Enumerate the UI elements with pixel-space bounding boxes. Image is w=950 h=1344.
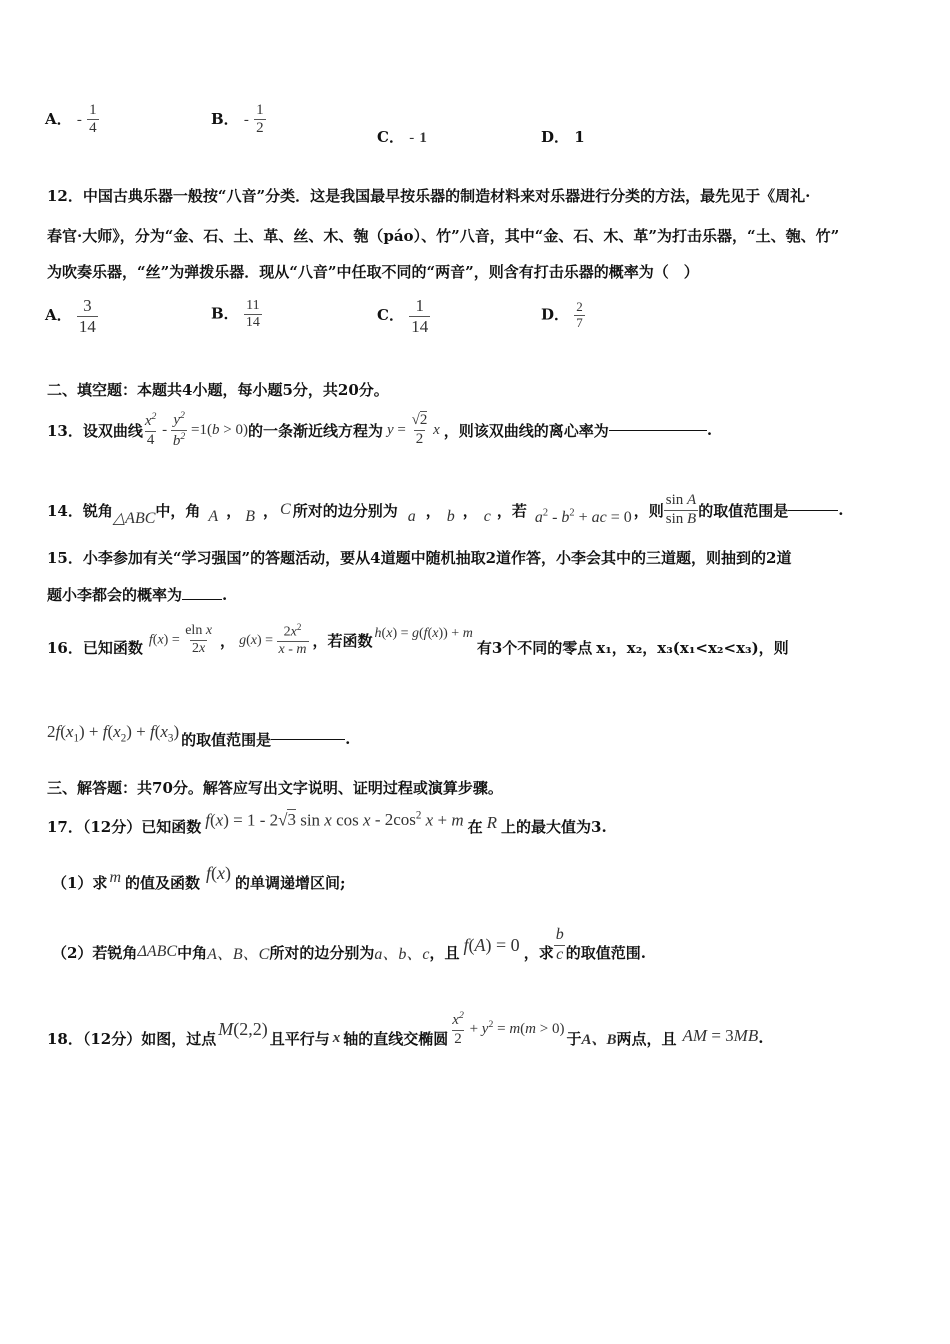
fa-equation: f(A) = 0 (463, 934, 520, 955)
points-ab: A、B (581, 1031, 617, 1048)
q12-line-1: 12．中国古典乐器一般按“八音”分类．这是我国最早按乐器的制造材料来对乐器进行分类的方法，最先见于《周礼· (47, 187, 811, 205)
q13 (47, 406, 712, 454)
q16-prefix: 16．已知函数 (47, 638, 143, 657)
q17-part-2 (52, 920, 646, 970)
q16-text: 的取值范围是 (181, 730, 272, 749)
q16-line-2 (47, 718, 350, 748)
fraction: $\frac{x^2}{4}$ (144, 411, 157, 448)
q14-end: . (838, 501, 844, 519)
q15-text: 题小李都会的概率为 (47, 586, 183, 604)
q16-end: . (345, 730, 351, 748)
answer-blank[interactable] (788, 510, 838, 511)
q15-end: . (222, 586, 228, 604)
q18-text: 轴的直线交椭圆 (343, 1029, 449, 1048)
fraction (87, 102, 99, 138)
q18-end: . (758, 1029, 764, 1047)
q17-part2-text: ，且 (429, 943, 460, 962)
q13-end: . (706, 421, 713, 439)
fraction (254, 102, 266, 138)
sides-abc: a、b、c (374, 945, 430, 963)
q17-text: 上的最大值为3. (501, 817, 607, 836)
angle-c: C (280, 501, 291, 518)
denominator: 4 (89, 120, 97, 137)
triangle-abc: △ABC (112, 510, 156, 527)
denominator: 14 (78, 316, 96, 336)
fraction (574, 300, 585, 331)
q17-prefix: 17．（12分）已知函数 (47, 817, 202, 836)
q17-part2-text: 所对的边分别为 (269, 943, 375, 962)
q12-option-c (377, 296, 430, 336)
q17-part1-text: 的值及函数 (125, 873, 201, 892)
point-m: M(2,2) (218, 1018, 268, 1039)
function-f-trig: f(x) = 1 - 2√3 sin x cos x - $2\cos^2$ x + m (205, 809, 464, 830)
minus-sign: - (76, 111, 82, 128)
x-axis-label: x (332, 1029, 341, 1046)
denominator: 14 (245, 315, 260, 331)
q11-option-a (45, 102, 99, 138)
function-f: f(x) = $\frac{\text{eln x}}{2x}$ (148, 623, 213, 656)
angle-b: B (245, 508, 255, 525)
q15-line-2 (47, 584, 227, 605)
answer-blank[interactable] (271, 739, 345, 740)
numerator: 11 (246, 298, 260, 313)
q14: 14．锐角 △ABC 中，角 A ， B ， C 所对的边分别为 a ， b ， c ，若 $a^2 - b^2$ + ac = 0 ，则 $\frac{\text{sin A}}{\text{sin B}}$ 的取值范围是 . (47, 492, 844, 527)
asymptote-equation: y = $\frac{√2}{2}$ x (387, 412, 440, 447)
q17-part1-text: （1）求 (52, 873, 108, 892)
hyperbola-equation: $\frac{x^2}{4}$ - $\frac{y^2}{b^2}$ =1(b > 0) (144, 410, 248, 449)
fraction (244, 298, 262, 331)
function-fx: f(x) (206, 862, 232, 883)
vector-equation: AM = 3MB (682, 1026, 759, 1045)
denominator: 2 (256, 120, 264, 137)
option-label: D． (541, 128, 570, 146)
function-g: g(x) = $\frac{2x^2}{x - m}$ (239, 622, 307, 657)
q12-line-2: 春官·大师》，分为“金、石、土、革、丝、木、匏（páo）、竹”八音，其中“金、石、木、革”为打击乐器，“土、匏、竹” (47, 227, 840, 245)
side-c: c (483, 508, 491, 525)
denominator: 7 (576, 314, 583, 330)
q16-text: ，若函数 (312, 631, 373, 650)
numerator: 1 (256, 102, 264, 118)
q18-text: 两点，且 (616, 1029, 677, 1048)
q17-part-1 (52, 858, 346, 894)
fraction (409, 296, 430, 336)
side-equation: $a^2 - b^2$ + ac = 0 (534, 507, 632, 526)
section-3-title: 三、解答题：共70分。解答应写出文字说明、证明过程或演算步骤。 (47, 779, 503, 797)
set-r: R (486, 813, 497, 832)
option-label: B． (211, 109, 239, 128)
q17-part2-text: （2）若锐角 (52, 943, 138, 962)
q17-part1-text: 的单调递增区间; (235, 873, 346, 892)
option-label: C． (377, 128, 404, 146)
q12-option-b (211, 298, 262, 331)
q11-option-c (377, 126, 427, 147)
triangle-abc: ΔABC (137, 943, 178, 960)
q12-line-3: 为吹奏乐器，“丝”为弹拨乐器．现从“八音”中任取不同的“两音”，则含有打击乐器的概率为（ ） (47, 263, 699, 281)
q16-zeros: x₁，x₂，x₃(x₁<x₂<x₃)，则 (596, 638, 789, 657)
numerator: 1 (89, 102, 97, 118)
q16-text: 有3个不同的零点 (476, 638, 593, 657)
q17-text: 在 (467, 817, 483, 836)
answer-blank[interactable] (182, 599, 222, 600)
sin-ratio: $\frac{\text{sin A}}{\text{sin B}}$ (665, 492, 697, 527)
q11-option-d (541, 126, 585, 147)
answer-blank[interactable] (609, 430, 707, 431)
option-label: B． (211, 304, 239, 323)
q16-text: ， (220, 631, 236, 650)
q18-text: 于 (566, 1029, 582, 1048)
denominator: 14 (411, 316, 429, 336)
minus-sign: - (409, 130, 415, 146)
ellipse-equation: $\frac{x^2}{2}$ + $y^2 = m(m > 0)$ (452, 1010, 565, 1047)
fraction: $\frac{y^2}{b^2}$ (172, 410, 186, 449)
q17-part2-text: ，求 (523, 943, 554, 962)
q14-text: 中，角 (155, 501, 201, 520)
variable-m: m (109, 869, 121, 886)
q14-text: ，若 (496, 501, 527, 520)
option-label: A． (45, 306, 72, 325)
q12-option-d (541, 300, 585, 331)
q14-text: ，则 (633, 501, 664, 520)
q16 (47, 618, 789, 662)
q11-option-b (211, 102, 266, 138)
option-label: C． (377, 306, 404, 325)
q18-prefix: 18．（12分）如图，过点 (47, 1029, 217, 1048)
q13-middle: 的一条渐近线方程为 (247, 421, 383, 440)
sum-expression: $2f(x_1) + f(x_2) + f(x_3)$ (47, 721, 180, 745)
section-2-title: 二、填空题：本题共4小题，每小题5分，共20分。 (47, 381, 389, 399)
q13-prefix: 13．设双曲线 (47, 421, 143, 440)
function-h: h(x) = g(f(x)) + m (374, 625, 473, 641)
q17-part2-text: 中角 (177, 943, 208, 962)
option-label: A． (45, 109, 72, 128)
q12-option-a (45, 296, 98, 336)
angles-abc: A、B、C (207, 945, 270, 963)
q18-text: 且平行与 (269, 1029, 330, 1048)
angle-a: A (208, 508, 219, 525)
q14-prefix: 14．锐角 (47, 501, 113, 520)
q14-text: 所对的边分别为 (292, 501, 398, 520)
fraction (77, 296, 98, 336)
side-a: a (407, 508, 416, 525)
q14-text: 的取值范围是 (698, 501, 789, 520)
numerator: 3 (83, 296, 92, 315)
q17-part2-text: 的取值范围. (565, 943, 646, 962)
q18 (47, 1004, 763, 1054)
option-value: 1 (419, 130, 427, 146)
option-label: D． (541, 305, 570, 324)
numerator: 2 (576, 299, 583, 314)
side-b: b (446, 508, 455, 525)
option-value: 1 (574, 128, 585, 146)
q15-line-1: 15．小李参加有关“学习强国”的答题活动，要从4道题中随机抽取2道作答，小李会其中的三道题，则抽到的2道 (47, 549, 792, 567)
minus-sign: - (243, 111, 249, 128)
q17 (47, 802, 607, 838)
numerator: 1 (415, 296, 424, 315)
q13-suffix: ，则该双曲线的离心率为 (443, 421, 609, 440)
b-over-c: $\frac{b}{c}$ (555, 926, 564, 963)
